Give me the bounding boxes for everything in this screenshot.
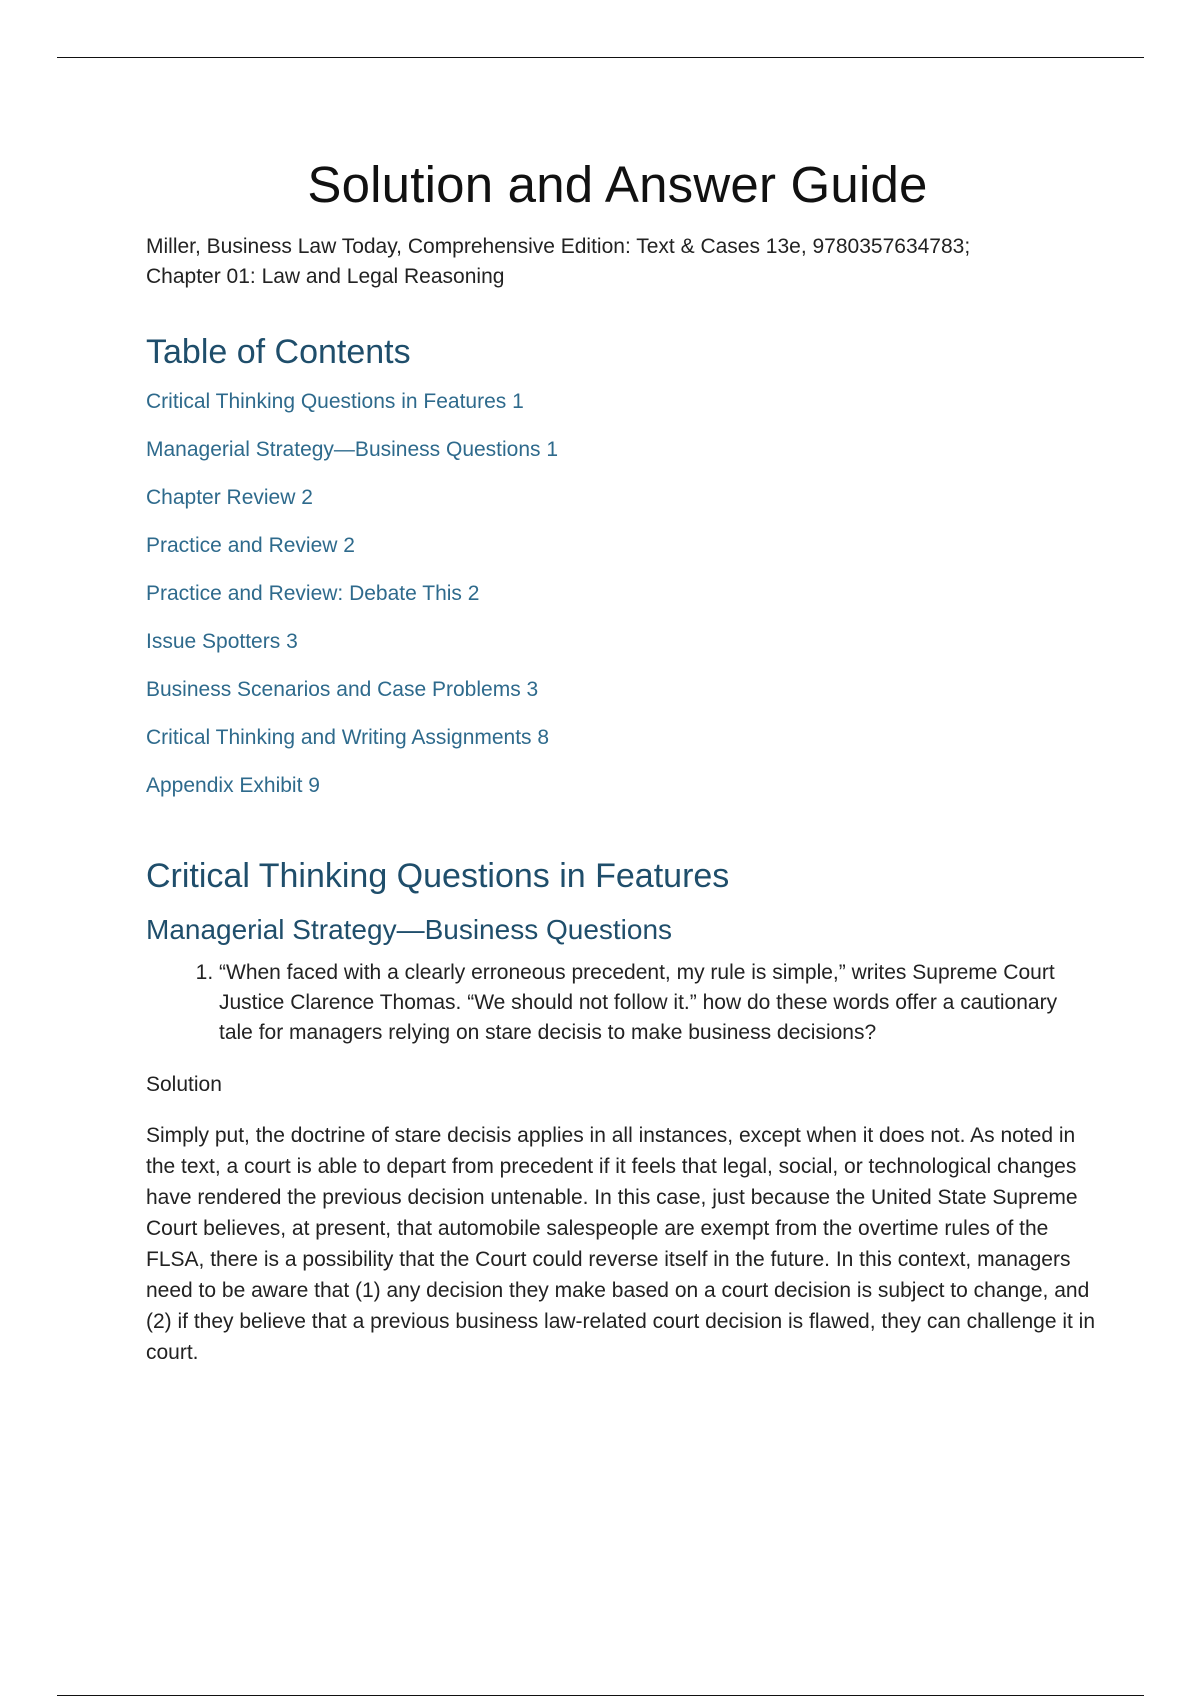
solution-label: Solution	[146, 1073, 222, 1096]
toc-item[interactable]: Business Scenarios and Case Problems 3	[146, 678, 539, 701]
toc-item[interactable]: Practice and Review: Debate This 2	[146, 582, 480, 605]
toc-item[interactable]: Critical Thinking Questions in Features 1	[146, 390, 524, 413]
header-rule	[57, 57, 1144, 58]
toc-item[interactable]: Critical Thinking and Writing Assignments 8	[146, 726, 550, 749]
document-title: Solution and Answer Guide	[307, 156, 928, 213]
toc-item[interactable]: Practice and Review 2	[146, 534, 355, 557]
toc-item[interactable]: Issue Spotters 3	[146, 630, 298, 653]
toc-item[interactable]: Appendix Exhibit 9	[146, 774, 320, 797]
document-subtitle	[146, 232, 1096, 292]
toc-item[interactable]: Managerial Strategy—Business Questions 1	[146, 438, 559, 461]
section-subheading: Managerial Strategy—Business Questions	[146, 914, 673, 945]
toc-item[interactable]: Chapter Review 2	[146, 486, 313, 509]
question-item: 1. “When faced with a clearly erroneous precedent, my rule is simple,” writes Supreme Court Justice Clarence Thomas. “We should not follow it.” how do these words offer a cautionary tale for managers relying on stare decisis to make business decisions?	[219, 958, 1096, 1048]
document-body	[146, 150, 1096, 1368]
section-heading: Critical Thinking Questions in Features	[146, 857, 730, 895]
question-list	[146, 958, 1096, 1048]
subtitle-line-1: Miller, Business Law Today, Comprehensive Edition: Text & Cases 13e, 9780357634783;	[146, 235, 971, 258]
footer-rule	[57, 1695, 1144, 1696]
solution-text: Simply put, the doctrine of stare decisis applies in all instances, except when it does not. As noted in the text, a court is able to depart from precedent if it feels that legal, social, or technological changes have rendered the previous decision untenable. In this case, just because the United State Supreme Court believes, at present, that automobile salespeople are exempt from the overtime rules of the FLSA, there is a possibility that the Court could reverse itself in the future. In this context, managers need to be aware that (1) any decision they make based on a court decision is subject to change, and (2) if they believe that a previous business law-related court decision is flawed, they can challenge it in court.	[146, 1124, 1096, 1364]
table-of-contents	[146, 388, 1096, 820]
subtitle-line-2: Chapter 01: Law and Legal Reasoning	[146, 265, 505, 288]
toc-heading: Table of Contents	[146, 333, 411, 371]
